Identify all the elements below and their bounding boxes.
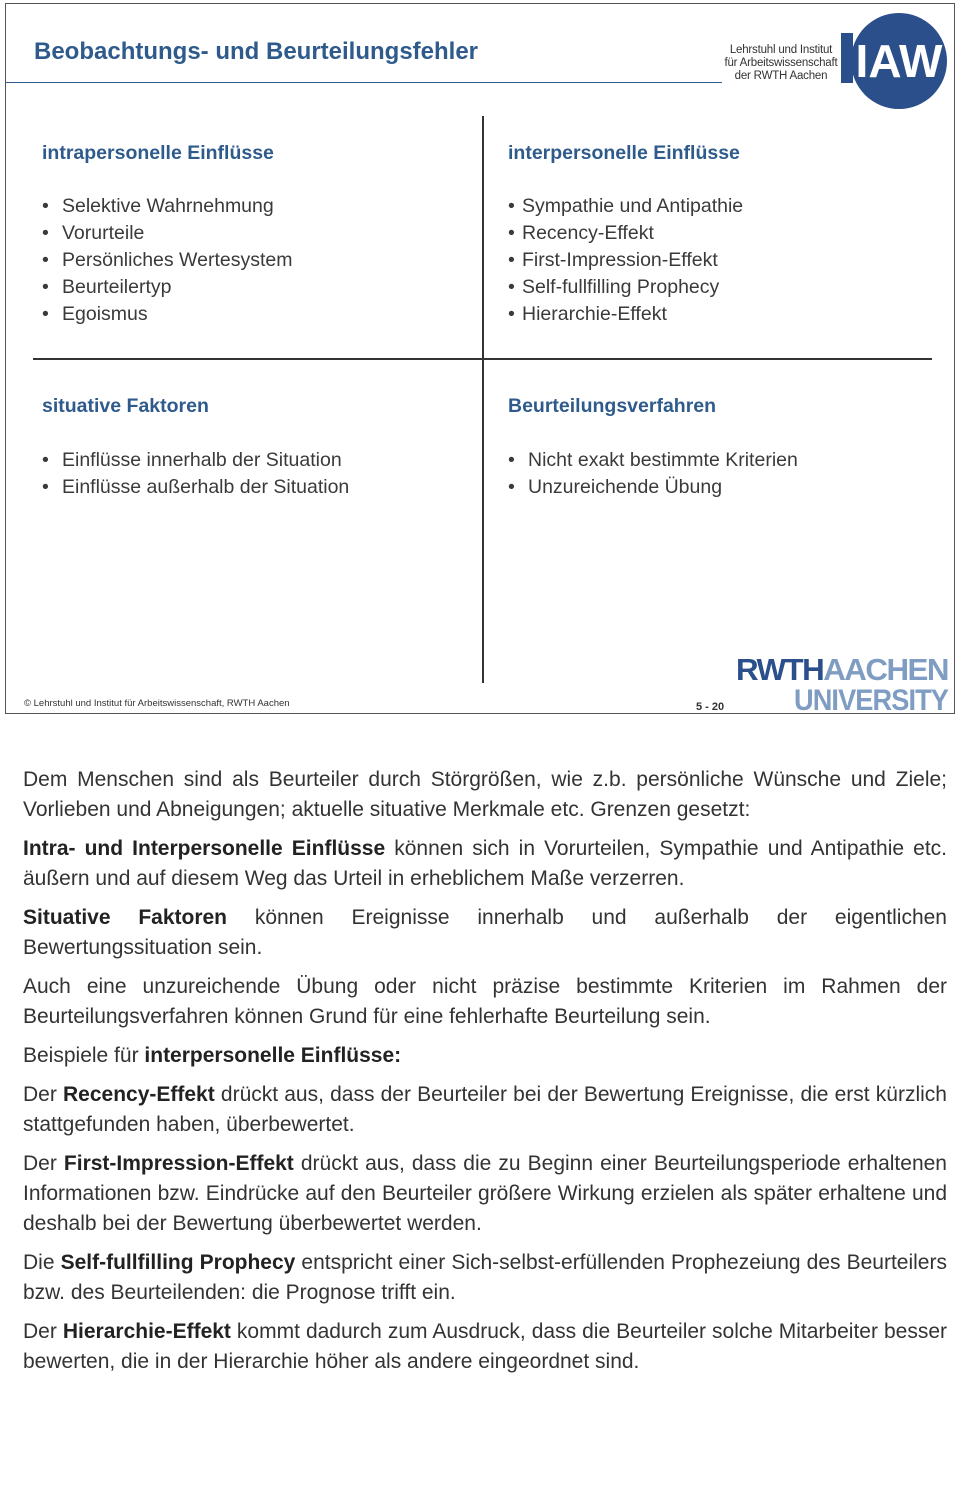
bold-term: Recency-Effekt (63, 1083, 215, 1106)
list-item: • Unzureichende Übung (508, 474, 798, 501)
bold-term: Hierarchie-Effekt (62, 1320, 231, 1343)
slide (5, 3, 955, 714)
iaw-logo (841, 11, 951, 111)
paragraph-text: Beispiele für (23, 1044, 145, 1067)
paragraph-text: Der (23, 1152, 64, 1175)
paragraph-text: kommt dadurch zum Ausdruck, dass die Beurteiler solche Mitarbeiter besser bewerten, die in der Hierarchie höher als andere eingeordnet sind. (23, 1320, 947, 1373)
list-item: • Einflüsse innerhalb der Situation (42, 447, 349, 474)
svg-text:RWTHAACHEN (736, 652, 948, 687)
quadrant-heading-situative: situative Faktoren (42, 395, 209, 417)
paragraph (23, 1080, 947, 1140)
institute-line: für Arbeitswissenschaft (724, 57, 838, 69)
list-item: • Selektive Wahrnehmung (42, 193, 292, 220)
rwth-logo-text: AACHEN (823, 652, 947, 687)
rwth-logo (736, 650, 951, 714)
page-number: 5 - 20 (696, 701, 725, 713)
title-rule (6, 82, 722, 83)
copyright-notice: © Lehrstuhl und Institut für Arbeitswissenschaft, RWTH Aachen (24, 698, 290, 709)
interpersonal-list (508, 193, 743, 328)
quadrant-heading-interpersonal: interpersonelle Einflüsse (508, 142, 740, 164)
paragraph-text: Die (23, 1251, 61, 1274)
bold-term: interpersonelle Einflüsse: (144, 1044, 402, 1067)
list-item: • Einflüsse außerhalb der Situation (42, 474, 349, 501)
situative-list (42, 447, 349, 501)
list-item: • Beurteilertyp (42, 274, 292, 301)
bold-term: Self-fullfilling Prophecy (60, 1251, 296, 1274)
list-item: • Vorurteile (42, 220, 292, 247)
list-item: • Sympathie und Antipathie (508, 193, 743, 220)
paragraph (23, 1149, 947, 1239)
list-item: • First-Impression-Effekt (508, 247, 743, 274)
paragraph-text: Der (23, 1320, 63, 1343)
list-item: • Hierarchie-Effekt (508, 301, 743, 328)
bold-term: First-Impression-Effekt (63, 1152, 294, 1175)
list-item: • Persönliches Wertesystem (42, 247, 292, 274)
paragraph-text: entspricht einer Sich-selbst-erfüllenden Prophezeiung des Beurteilers bzw. des Beurteilenden: die Prognose trifft ein. (23, 1251, 947, 1304)
institute-line: der RWTH Aachen (734, 70, 828, 82)
procedure-list (508, 447, 798, 501)
paragraph (23, 834, 947, 894)
list-item: • Self-fullfilling Prophecy (508, 274, 743, 301)
paragraph: Dem Menschen sind als Beurteiler durch Störgrößen, wie z.b. persönliche Wünsche und Ziele; Vorlieben und Abneigungen; aktuelle situative Merkmale etc. Grenzen gesetzt: (23, 768, 947, 821)
body-text (23, 765, 947, 1386)
institute-line: Lehrstuhl und Institut (729, 44, 833, 56)
slide-title: Beobachtungs- und Beurteilungsfehler (34, 38, 479, 65)
intrapersonal-list (42, 193, 292, 328)
quadrant-heading-intrapersonal: intrapersonelle Einflüsse (42, 142, 274, 164)
rwth-logo-university: UNIVERSITY (794, 684, 949, 714)
paragraph (23, 903, 947, 963)
list-item: • Nicht exakt bestimmte Kriterien (508, 447, 798, 474)
horizontal-divider (33, 358, 932, 360)
paragraph-text: drückt aus, dass der Beurteiler bei der Bewertung Ereignisse, die erst kürzlich stattgefunden haben, überbewertet. (23, 1083, 947, 1136)
paragraph (23, 1248, 947, 1308)
paragraph-text: können Ereignisse innerhalb und außerhalb der eigentlichen Bewertungssituation sein. (23, 906, 947, 959)
rwth-logo-text: RWTH (736, 652, 823, 687)
institute-name (721, 44, 841, 83)
paragraph-text: Der (23, 1083, 63, 1106)
list-item: • Egoismus (42, 301, 292, 328)
paragraph-text: können sich in Vorurteilen, Sympathie und Antipathie etc. äußern und auf diesem Weg das Urteil in erheblichem Maße verzerren. (23, 837, 947, 890)
bold-term: Intra- und Interpersonelle Einflüsse (23, 837, 386, 860)
paragraph-text: drückt aus, dass die zu Beginn einer Beurteilungsperiode erhaltenen Informationen bzw. Eindrücke auf den Beurteiler größere Wirkung erzielen als später erhaltene und deshalb bei der Bewertung überbewertet werden. (23, 1152, 947, 1235)
quadrant-heading-procedure: Beurteilungsverfahren (508, 395, 717, 417)
iaw-logo-text: IAW (855, 35, 943, 87)
paragraph (23, 1041, 947, 1071)
vertical-divider (482, 116, 484, 683)
list-item: • Recency-Effekt (508, 220, 743, 247)
bold-term: Situative Faktoren (23, 906, 228, 929)
paragraph: Auch eine unzureichende Übung oder nicht präzise bestimmte Kriterien im Rahmen der Beurteilungsverfahren können Grund für eine fehlerhafte Beurteilung sein. (23, 975, 947, 1028)
paragraph (23, 1317, 947, 1377)
